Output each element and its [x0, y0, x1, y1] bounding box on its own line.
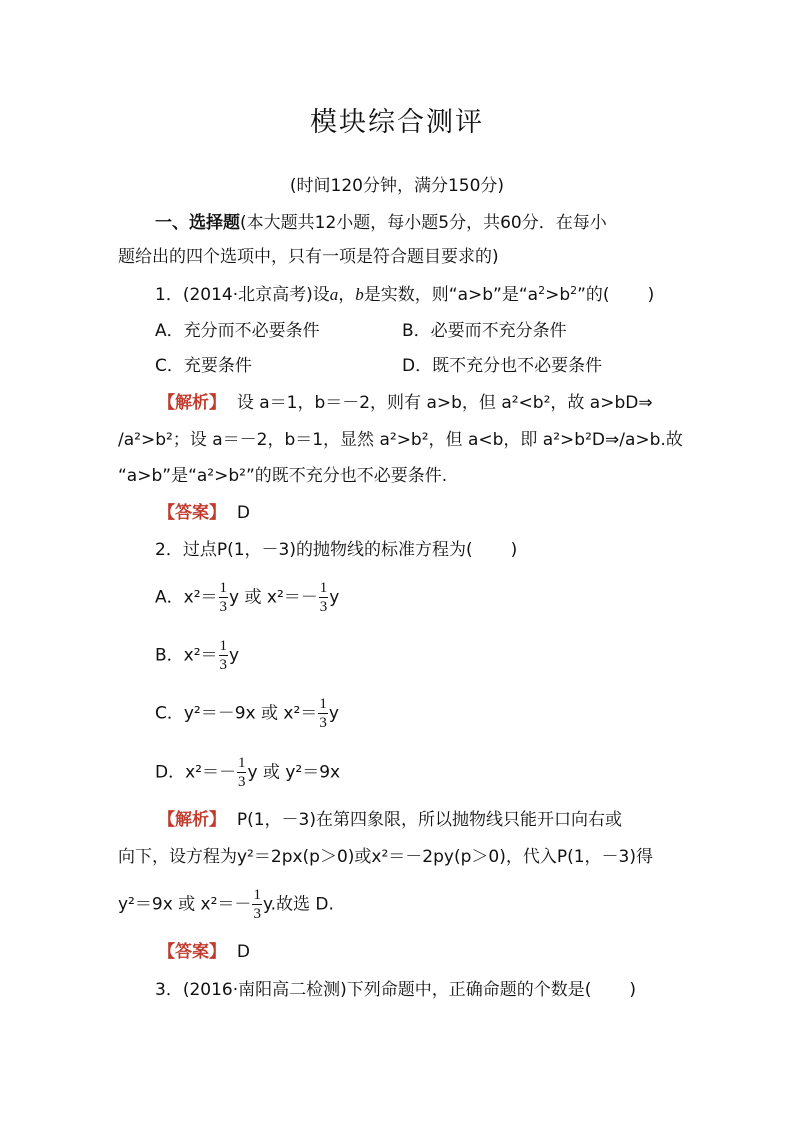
fraction — [219, 637, 229, 674]
section-intro-line1: (本大题共12小题，每小题5分，共60分．在每小 — [240, 213, 607, 233]
stem-text: 是实数，则“ — [363, 285, 458, 305]
fraction — [319, 579, 329, 616]
frac-den: 3 — [319, 599, 328, 615]
question-number: 1． — [155, 285, 183, 305]
option-d: D．既不充分也不必要条件 — [402, 356, 603, 376]
stem-text: 设 — [312, 285, 330, 305]
option-c: C．充要条件 — [155, 356, 252, 376]
exam-subtitle: (时间120分钟，满分150分) — [289, 176, 505, 196]
frac-den: 3 — [319, 715, 327, 731]
stem-text: ， — [338, 285, 356, 305]
answer-tag: 【答案】 — [158, 942, 226, 962]
cond2-a: a — [527, 285, 539, 305]
option-a: A．充分而不必要条件 — [155, 321, 320, 341]
section-intro-line2: 题给出的四个选项中，只有一项是符合题目要求的) — [118, 247, 499, 267]
option-text: y 或 x²＝－ — [229, 587, 318, 608]
q2-analysis-line-1 — [158, 812, 622, 829]
option-text: y 或 y²＝9x — [247, 762, 341, 783]
q2-analysis-line-2: 向下，设方程为y²＝2px(p＞0)或x²＝－2py(p＞0)，代入P(1，－3)得 — [118, 847, 653, 867]
frac-den: 3 — [219, 657, 228, 673]
q2-option-d — [155, 754, 340, 791]
question-3-stem — [155, 982, 636, 999]
answer-paren-close: ) — [647, 285, 655, 305]
analysis-tag: 【解析】 — [158, 393, 226, 413]
stem-text: 2．过点P(1，－3)的抛物线的标准方程为( — [155, 540, 473, 560]
section-heading — [155, 215, 607, 232]
option-text: A．x²＝ — [155, 587, 218, 608]
option-text: B．x²＝ — [155, 645, 218, 666]
option-text: y — [229, 645, 240, 666]
stem-text: ”是“ — [493, 285, 528, 305]
frac-num: 1 — [219, 580, 228, 596]
option-text: D．x²＝－ — [155, 762, 236, 783]
question-source: (2014·北京高考) — [182, 285, 313, 305]
fraction — [252, 886, 262, 923]
analysis-tag: 【解析】 — [158, 810, 226, 830]
section-title: 一、选择题 — [155, 213, 240, 233]
option-b: B．必要而不充分条件 — [402, 321, 567, 341]
stem-text: ”的( — [577, 285, 610, 305]
frac-num: 1 — [319, 696, 327, 712]
question-1-stem — [155, 286, 654, 304]
answer-value: D — [236, 503, 250, 523]
q2-option-c — [155, 695, 339, 732]
var-b: b — [355, 285, 364, 304]
var-a: a — [329, 285, 339, 304]
analysis-line-1 — [158, 395, 653, 412]
answer-line — [158, 505, 250, 522]
q2-analysis-line-3 — [118, 886, 334, 923]
fraction — [318, 695, 328, 732]
frac-den: 3 — [253, 906, 261, 922]
page-title: 模块综合测评 — [310, 107, 484, 138]
answer-paren-close: ) — [629, 980, 637, 1000]
option-text: y — [329, 587, 340, 608]
stem-text: 3．(2016·南阳高二检测)下列命题中，正确命题的个数是( — [155, 980, 592, 1000]
fraction — [219, 579, 229, 616]
condition-1: a>b — [457, 285, 494, 305]
cond2-op: > — [545, 285, 560, 305]
analysis-text: y.故选 D. — [262, 894, 334, 915]
frac-num: 1 — [237, 755, 246, 771]
fraction — [237, 754, 247, 791]
option-text: C．y²＝－9x 或 x²＝ — [155, 703, 318, 724]
q2-answer-line — [158, 944, 250, 961]
frac-den: 3 — [219, 599, 228, 615]
q2-option-a — [155, 579, 339, 616]
answer-value: D — [236, 942, 250, 962]
option-text: y — [328, 703, 339, 724]
frac-num: 1 — [319, 580, 328, 596]
analysis-line-3: “a>b”是“a²>b²”的既不充分也不必要条件. — [118, 466, 448, 486]
analysis-text: y²＝9x 或 x²＝－ — [118, 894, 252, 915]
cond2-b: b — [559, 285, 571, 305]
frac-num: 1 — [219, 638, 228, 654]
question-2-stem — [155, 542, 517, 559]
analysis-text: P(1，－3)在第四象限，所以抛物线只能开口向右或 — [236, 810, 622, 830]
analysis-text: 设 a＝1，b＝－2，则有 a>b，但 a²<b²，故 a>bD⇒ — [236, 393, 653, 413]
answer-paren-close: ) — [510, 540, 518, 560]
frac-den: 3 — [237, 774, 246, 790]
condition-2: $a^2>b^2$ — [527, 284, 578, 305]
analysis-line-2: /a²>b²；设 a＝－2，b＝1，显然 a²>b²，但 a<b，即 a²>b²D⇒/a>b.故 — [118, 430, 683, 450]
answer-tag: 【答案】 — [158, 503, 226, 523]
frac-num: 1 — [253, 887, 261, 903]
q2-option-b — [155, 637, 239, 674]
